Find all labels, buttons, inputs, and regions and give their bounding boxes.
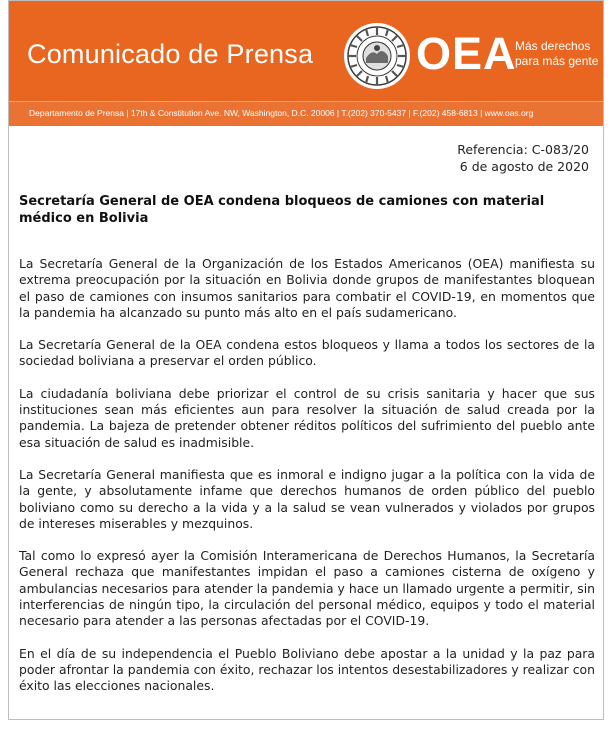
tagline-line2: para más gente [515, 54, 599, 68]
tagline [515, 39, 598, 69]
page-title: Comunicado de Prensa [27, 39, 314, 69]
paragraph: La ciudadanía boliviana debe priorizar el control de su crisis sanitaria y hacer que sus instituciones sean más eficientes aun para resolver la situación de salud creada por la pandemia. La bajeza de pretender obtener réditos políticos del sufrimiento del pueblo ante esa situación de salud es inadmisible. [19, 385, 595, 450]
oas-seal-icon [342, 21, 412, 91]
paragraph: Tal como lo expresó ayer la Comisión Interamericana de Derechos Humanos, la Secretaría General rechaza que manifestantes impidan el paso a camiones cisterna de oxígeno y ambulancias necesarios para atender la pandemia y hace un llamado urgente a permitir, sin interferencias de ningún tipo, la circulación del personal médico, equipos y todo el material necesario para atender a las personas afectadas por el COVID-19. [19, 548, 595, 629]
body-text [19, 256, 595, 711]
paragraph: La Secretaría General de la Organización de los Estados Americanos (OEA) manifiesta su extrema preocupación por la situación en Bolivia donde grupos de manifestantes bloquean el paso de camiones con insumos sanitarios para combatir el COVID-19, en momentos que la pandemia ha alcanzado su punto más alto en el país sudamericano. [19, 256, 595, 320]
headline-line1: Secretaría General de OEA condena bloqueos de camiones con material [19, 194, 545, 209]
paragraph: La Secretaría General de la OEA condena estos bloqueos y llama a todos los sectores de la sociedad boliviana a preservar el orden público. [19, 337, 595, 369]
paragraph: La Secretaría General manifiesta que es inmoral e indigno jugar a la política con la vida de la gente, y absolutamente infame que derechos humanos de orden público del pueblo boliviano como su derecho a la vida y a la salud se vean vulnerados y violados por grupos de intereses miserables y mezquinos. [19, 466, 595, 531]
tagline-line1: Más derechos [515, 39, 591, 53]
contact-info: Departamento de Prensa | 17th & Constitution Ave. NW, Washington, D.C. 20006 | T.(202) 370-5437 | F.(202) 458-6813 | www.oas.org [29, 108, 534, 118]
press-release-page [8, 0, 604, 720]
headline-line2: médico en Bolivia [19, 211, 149, 226]
paragraph: En el día de su independencia el Pueblo Boliviano debe apostar a la unidad y la paz para poder afrontar la pandemia con éxito, rechazar los intentos desestabilizadores y realizar con éxito las elecciones nacionales. [19, 645, 595, 694]
contact-info-bar [9, 101, 603, 126]
headline [19, 193, 589, 227]
oea-logo-text: OEA [416, 28, 517, 79]
header-banner [9, 1, 603, 101]
release-date: 6 de agosto de 2020 [459, 159, 589, 174]
reference-block [457, 141, 589, 175]
reference-number: Referencia: C-083/20 [457, 142, 589, 157]
